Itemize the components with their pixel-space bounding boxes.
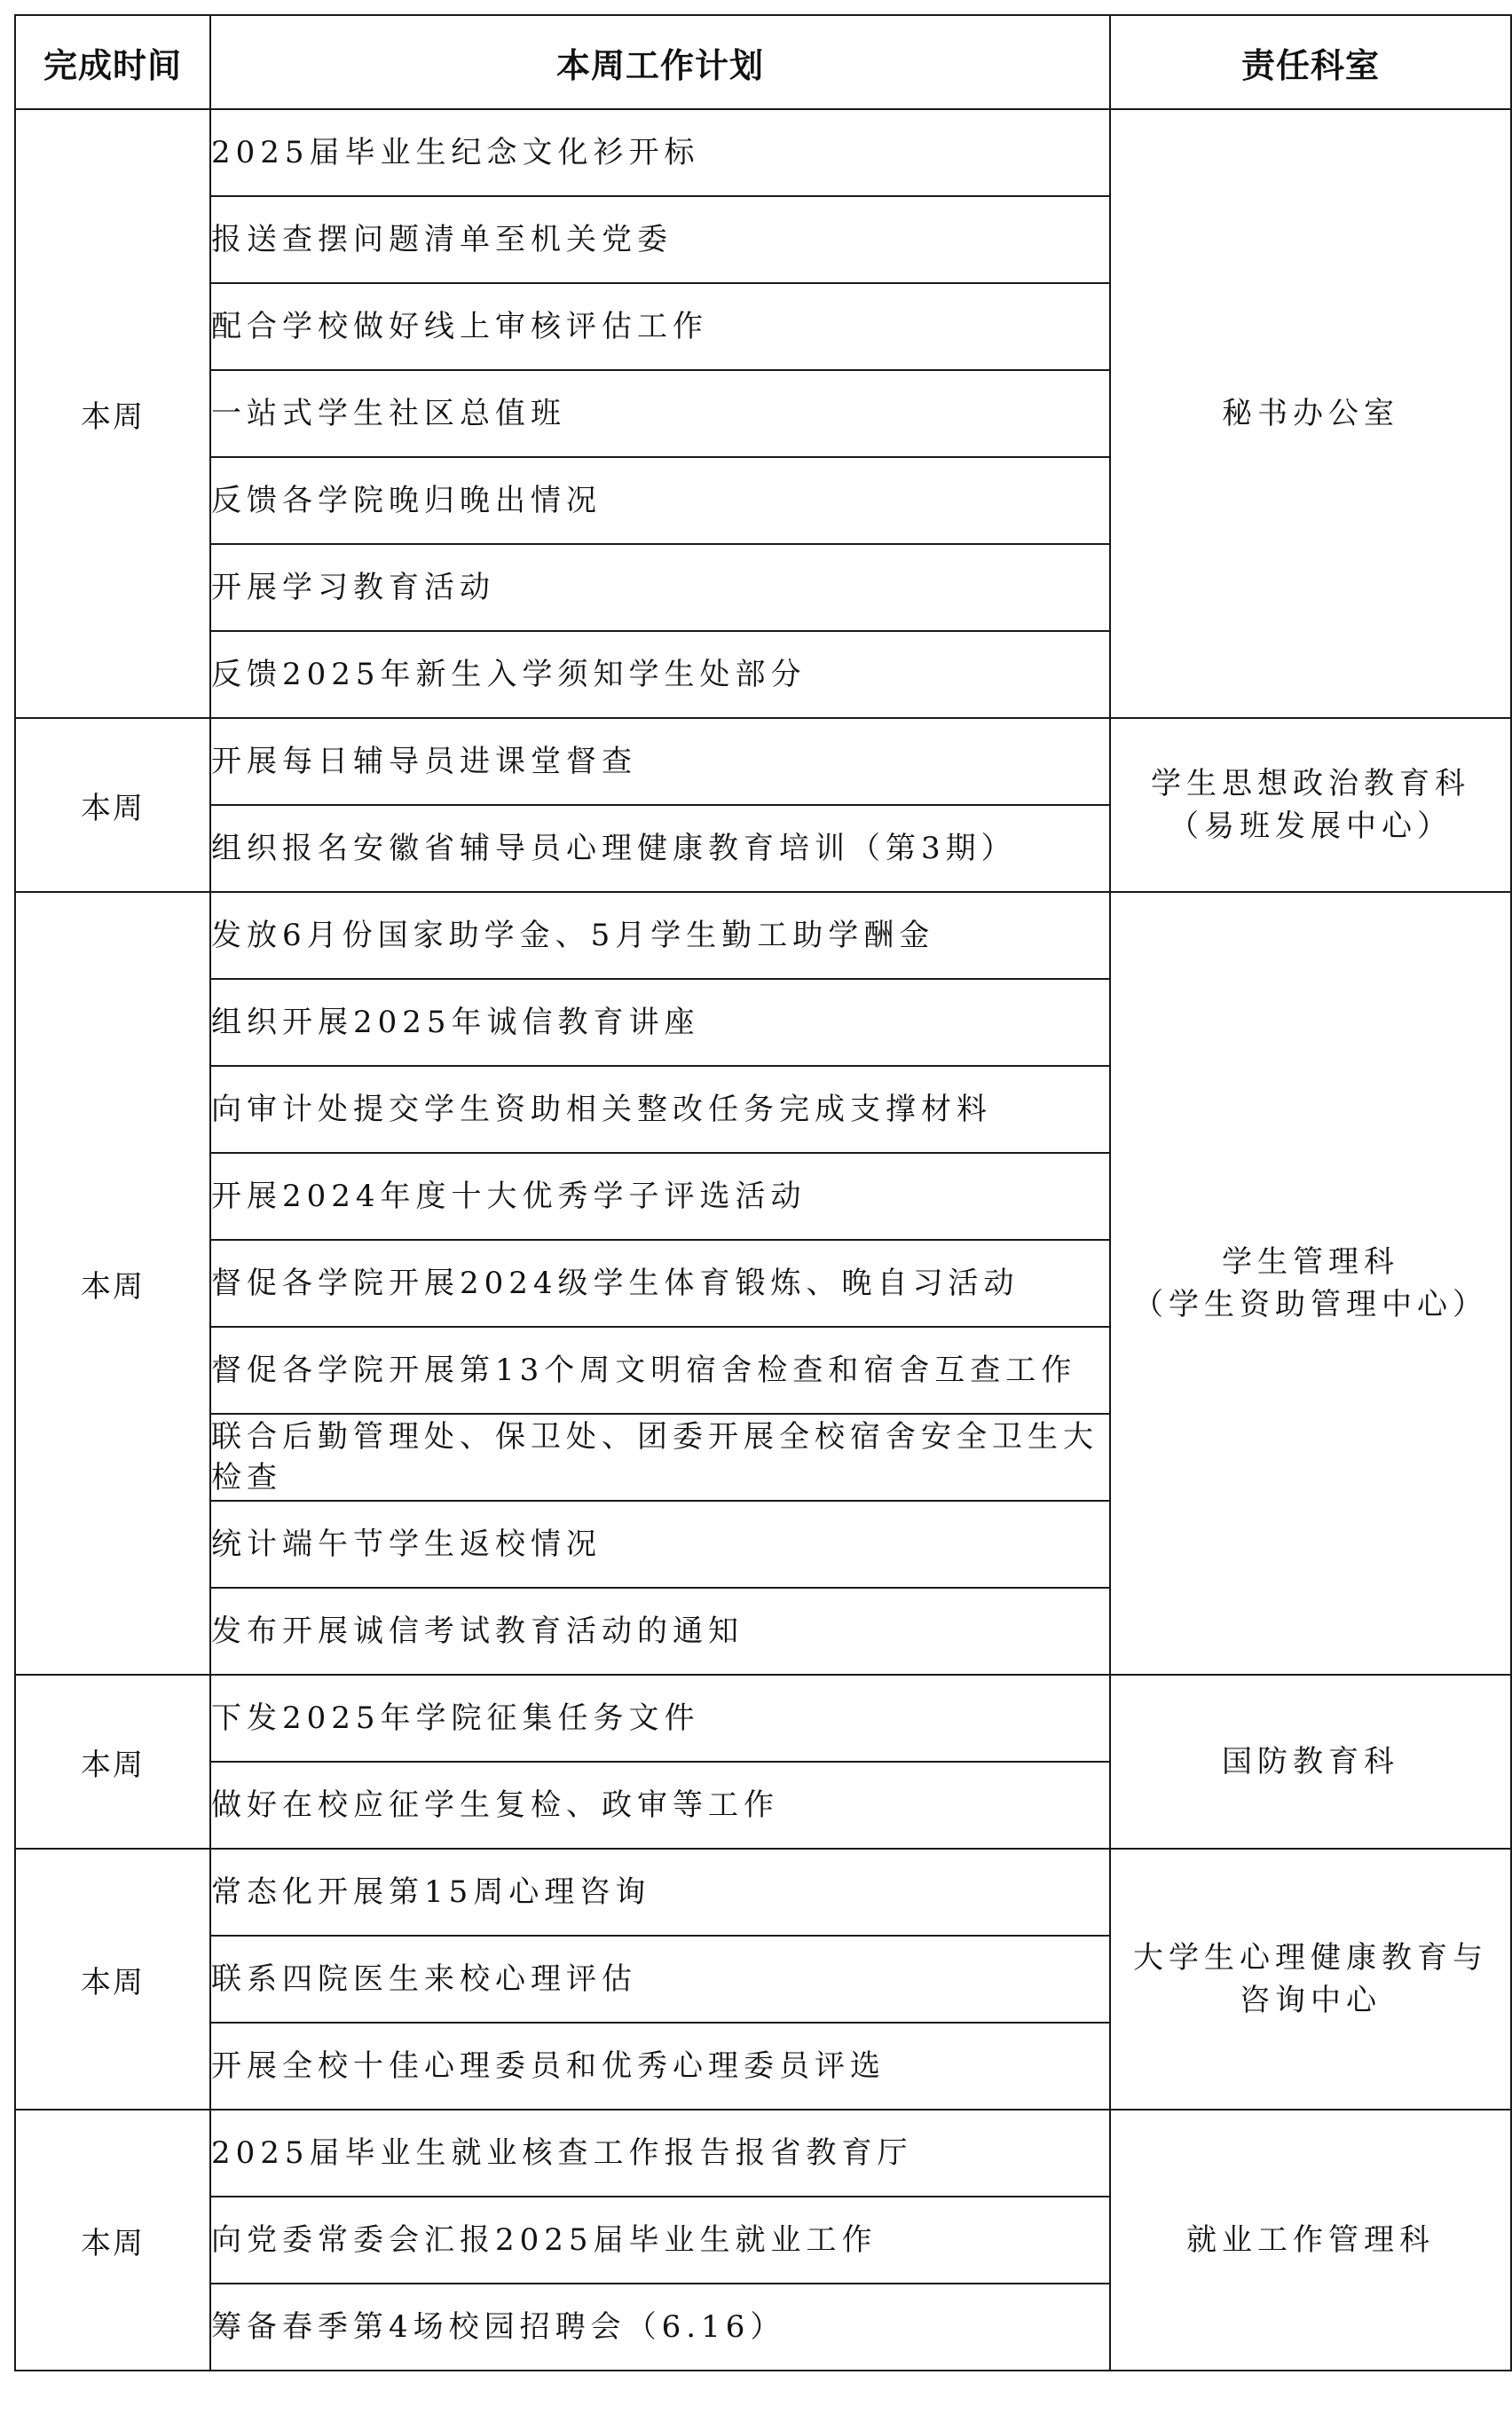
department-subname: （学生资助管理中心） [1133, 1287, 1488, 1322]
task-cell: 配合学校做好线上审核评估工作 [210, 283, 1110, 370]
task-cell: 发放6月份国家助学金、5月学生勤工助学酬金 [210, 892, 1110, 979]
department-cell [1110, 718, 1511, 892]
header-time: 完成时间 [15, 15, 210, 109]
header-plan: 本周工作计划 [210, 15, 1110, 109]
department-name: 就业工作管理科 [1186, 2222, 1435, 2258]
completion-time-cell: 本周 [15, 1675, 210, 1849]
department-subname: （易班发展中心） [1169, 809, 1453, 844]
task-cell: 常态化开展第15周心理咨询 [210, 1849, 1110, 1936]
header-row [15, 15, 1511, 109]
department-cell [1110, 892, 1511, 1675]
table-row [15, 2110, 1511, 2197]
task-cell: 2025届毕业生纪念文化衫开标 [210, 109, 1110, 196]
task-cell: 督促各学院开展第13个周文明宿舍检查和宿舍互查工作 [210, 1327, 1110, 1414]
task-cell: 发布开展诚信考试教育活动的通知 [210, 1588, 1110, 1675]
department-name: 学生管理科 [1222, 1244, 1399, 1280]
task-cell: 向党委常委会汇报2025届毕业生就业工作 [210, 2197, 1110, 2284]
task-cell: 报送查摆问题清单至机关党委 [210, 196, 1110, 283]
table-body [15, 109, 1511, 2371]
table-row [15, 1675, 1511, 1762]
task-cell: 联合后勤管理处、保卫处、团委开展全校宿舍安全卫生大检查 [210, 1414, 1110, 1501]
task-cell: 向审计处提交学生资助相关整改任务完成支撑材料 [210, 1066, 1110, 1153]
task-cell: 下发2025年学院征集任务文件 [210, 1675, 1110, 1762]
department-subname: 咨询中心 [1240, 1983, 1382, 2018]
task-cell: 反馈各学院晚归晚出情况 [210, 457, 1110, 544]
department-name: 秘书办公室 [1222, 396, 1399, 431]
task-cell: 筹备春季第4场校园招聘会（6.16） [210, 2284, 1110, 2371]
completion-time-cell: 本周 [15, 2110, 210, 2371]
department-cell [1110, 2110, 1511, 2371]
completion-time-cell: 本周 [15, 109, 210, 718]
task-cell: 统计端午节学生返校情况 [210, 1501, 1110, 1588]
table-row [15, 109, 1511, 196]
department-cell [1110, 109, 1511, 718]
task-cell: 反馈2025年新生入学须知学生处部分 [210, 631, 1110, 718]
task-cell: 做好在校应征学生复检、政审等工作 [210, 1762, 1110, 1849]
table-row [15, 892, 1511, 979]
header-dept: 责任科室 [1110, 15, 1511, 109]
department-name: 学生思想政治教育科 [1151, 766, 1470, 801]
task-cell: 开展2024年度十大优秀学子评选活动 [210, 1153, 1110, 1240]
task-cell: 联系四院医生来校心理评估 [210, 1936, 1110, 2023]
task-cell: 组织开展2025年诚信教育讲座 [210, 979, 1110, 1066]
weekly-plan-table [14, 14, 1512, 2371]
task-cell: 开展学习教育活动 [210, 544, 1110, 631]
task-cell: 2025届毕业生就业核查工作报告报省教育厅 [210, 2110, 1110, 2197]
task-cell: 一站式学生社区总值班 [210, 370, 1110, 457]
task-cell: 组织报名安徽省辅导员心理健康教育培训（第3期） [210, 805, 1110, 892]
completion-time-cell: 本周 [15, 718, 210, 892]
completion-time-cell: 本周 [15, 1849, 210, 2110]
department-cell [1110, 1849, 1511, 2110]
department-name: 国防教育科 [1222, 1744, 1399, 1779]
task-cell: 开展每日辅导员进课堂督查 [210, 718, 1110, 805]
completion-time-cell: 本周 [15, 892, 210, 1675]
table-row [15, 1849, 1511, 1936]
department-name: 大学生心理健康教育与 [1133, 1940, 1488, 1976]
department-cell [1110, 1675, 1511, 1849]
table-row [15, 718, 1511, 805]
task-cell: 督促各学院开展2024级学生体育锻炼、晚自习活动 [210, 1240, 1110, 1327]
task-cell: 开展全校十佳心理委员和优秀心理委员评选 [210, 2023, 1110, 2110]
